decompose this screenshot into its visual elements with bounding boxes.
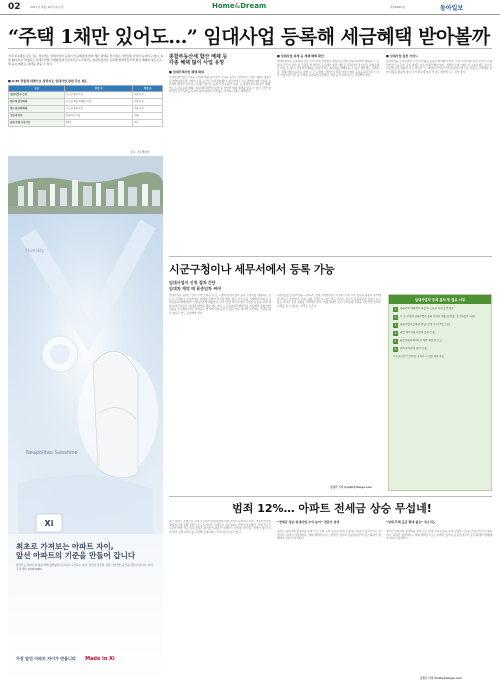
table-row xyxy=(9,120,163,127)
table-row xyxy=(9,113,163,120)
bottom-body-2: 정부는 임대사업 활성화를 통해 민간 임대 주택 공급을 늘려 전월세 시장을 안정시킨다는 방침이다. 하지만 일부에서는 세제 혜택만으로는 한계가 있다며 공공임대주택 공급 확대가 병행돼야 한다고 지적한다. xyxy=(277,530,381,541)
step-number: 1 xyxy=(394,307,397,311)
step-number: 4 xyxy=(394,331,397,335)
table-title: ■ 6·30 전월세 대책으로 달라지는 임대사업 관련 주요 제도 xyxy=(8,79,88,83)
procedure-step xyxy=(393,307,487,312)
xi-apartment-ad[interactable] xyxy=(8,214,163,684)
main-headline: “주택 1채만 있어도…” 임대사업 등록해 세금혜택 받아볼까 xyxy=(8,26,490,48)
bottom-body-1: 최근 아파트 전세금이 크게 오르면서 임대사업에 대한 관심이 높아지고 있다. 부동산정보업체에 따르면 올해 상반기 수도권 아파트 전세금은 평균 12% 가까이 상승했다. 전세 수요는 꾸준한 반면 신규 입주 물량은 줄어들어 당분간 전세난이 이어질 것이라는 전망이 많다. 이에 따라 소형 아파트를 구입해 임대하려는 투자자들이 늘고 있다. xyxy=(169,520,271,534)
paper-name: 동아일보 xyxy=(440,5,464,12)
table-cell: 수도권 3채 이상 xyxy=(64,92,133,99)
table-cell: 1채 이상 xyxy=(133,92,163,99)
page-number: 02 xyxy=(8,2,21,12)
col3-body: 임대사업자로 등록하면 보유 주택 수에 관계없이 종합부동산세 과세 대상에서 제외된다. 또 임대 기간이 끝난 뒤 주택을 팔 때 양도소득세가 일반 세율로 부과되며 장기보유 특별공제도 받을 수 있다. 전용면적 60㎡ 이하 주택은 취득세를 면제받을 수 있고 재산세도 감면된다. 임대사업자 등록은 관할 시·군·구청에 신청한 뒤 세무서에 사업자 등록을 하면 된다. 다만 임대 의무기간 중 주택을 처분하면 감면받은 세금을 추징당하므로 주의해야 한다. xyxy=(277,60,379,78)
step-number: 6 xyxy=(394,347,397,351)
col3-kicker: ■ 임대사업 과세 등 세제 혜택 확인 xyxy=(277,54,324,58)
ad-copy xyxy=(16,542,156,572)
procedure-box-title: 임대사업자 등록 절차 및 필요 서류 xyxy=(389,295,491,304)
table-source: 자료: 국토해양부 xyxy=(130,151,150,154)
bottom-sub1: “전세금 상승 임대사업 수익 늘어” 전문가 분석 xyxy=(277,520,340,524)
procedure-step xyxy=(393,315,487,320)
procedure-step xyxy=(393,331,487,336)
ad-illustration xyxy=(8,214,163,534)
ad-title-line1: 최초로 가져보는 아파트 자이, xyxy=(16,542,114,551)
col4-body: 임대사업을 시작하려면 우선 수익률을 꼼꼼히 따져봐야 한다. 주택 가격 대비 임대 수익이 은행 이자보다 높은지, 공실 위험은 없는지 확인해야 한다. 역세권 소형 아파트나 오피스텔은 수요가 꾸준해 공실 위험이 낮은 편이다. 또 세입자 관리와 주택 유지보수에 드는 비용도 고려해야 하며 대출을 활용할 경우 금리 변동에 따른 부담도 계산해 두는 것이 좋다. xyxy=(386,60,492,74)
bottom-body-3: 정부는 임대사업 활성화를 통해 민간 임대 주택 공급을 늘려 전월세 시장을 안정시킨다는 방침이다. 하지만 일부에서는 세제 혜택만으로는 한계가 있다며 공공임대주택 공급 확대가 병행돼야 한다고 지적한다. xyxy=(386,530,492,541)
table-cell: 10년 xyxy=(64,120,133,127)
col2-subhead-line1: 종합부동산세 합산 배제 등 xyxy=(169,54,228,60)
ad-title-line2: 앞선 아파트의 기준을 만들어 갑니다 xyxy=(16,551,136,560)
bottom-divider xyxy=(169,496,492,497)
bottom-headline: 범죄 12%… 아파트 전세금 상승 무섭네! xyxy=(232,502,432,515)
table-cell: 1채 이상 xyxy=(133,106,163,113)
city-skyline-image xyxy=(8,156,163,216)
table-cell: 임대 주택 보유기간 xyxy=(9,120,65,127)
step-number: 3 xyxy=(394,323,397,327)
section-title xyxy=(212,2,266,10)
table-cell: 수도권 3채, 149㎡ 이하 xyxy=(64,99,133,106)
table-cell: 종부세 합산배제 xyxy=(9,99,65,106)
col2-subhead xyxy=(169,54,269,66)
lead-paragraph: 거주 외 1채를 갖고 있는 경우에도 임대사업자 등록이 가능해짐에 따라 세금 혜택을 받으려는 사람들의 관심이 높아지고 있다. 6월 30일부터 개정되는 임대주택법 시행령에 따르면 1가구 1주택자도 임대사업자로 등록해 종합부동산세 합산 배제와 양도소득세 중과 배제 등 혜택을 받을 수 있다. xyxy=(8,54,163,66)
ad-footer xyxy=(16,656,161,662)
divider xyxy=(8,48,492,49)
mid-body-1: 임대사업자 등록은 먼저 주택 소재지 시·군·구청에 임대사업자 등록 신청서를 제출하는 것으로 시작된다. 신청서에는 임대할 주택의 주소와 면적, 취득 가격 등을 기재해야 하며 등기부등본과 매매계약서 사본을 함께 제출한다. 이후 관할 세무서에서 사업자 등록을 하면 절차가 마무리된다. 임대차 계약을 맺을 때는 반드시 표준임대차계약서를 사용해야 하며 계약 내용을 신고해야 한다. 임대료는 연 5% 이상 올릴 수 없고 의무 임대기간 안에는 주택을 팔 수 없다는 점도 유념해야 한다. xyxy=(169,294,271,315)
mid-kicker-2: 임대차 계약 때 표준임차 써야 xyxy=(169,286,221,291)
mid-kicker: 임대사업자 신청 절차 간단 xyxy=(169,280,216,285)
section-amp: & xyxy=(234,2,241,10)
section-name: Home xyxy=(212,2,235,10)
page-header xyxy=(0,0,500,15)
col4-kicker: ■ 임대사업 실전 가이드 xyxy=(386,54,419,58)
step-number: 2 xyxy=(394,315,397,319)
table-cell: 임대 5년 이상 xyxy=(64,113,133,120)
step-text: 표준임대차계약서로 계약 체결 및 신고 xyxy=(400,339,442,342)
table-cell: 1채 이상 xyxy=(133,99,163,106)
chair-label: Neapolitan Sunshine xyxy=(26,450,78,456)
step-number: 5 xyxy=(394,339,397,343)
table-row xyxy=(9,92,163,99)
table-header: 변경 전 xyxy=(64,86,133,92)
col2-subhead-line2: 각종 혜택 많이 사업 유망 xyxy=(169,60,225,66)
ad-body: 앞서가는 아파트의 삶을 위해 끊임없이 연구하고 고민하는 자이. 당신이 꿈꾸던 가장 이상적인 공간을 만들어 갑니다. 자이 고객 센터 1544-0000 xyxy=(16,564,153,571)
issue-number: 제36620호 xyxy=(390,5,406,9)
info-table xyxy=(8,85,163,127)
mid-headline: 시군구청이나 세무서에서 등록 가능 xyxy=(169,263,335,276)
procedure-step xyxy=(393,323,487,328)
table-cell: 5년 xyxy=(133,120,163,127)
step-text: 취득세·재산세 감면 신청 xyxy=(400,347,427,350)
bottom-sub2: “임대 주택 공급 확대 필요” 목소리도 xyxy=(386,520,436,524)
table-header: 구분 xyxy=(9,86,65,92)
bottom-reporter: 김현수 기자 kimhs@donga.com xyxy=(420,677,462,680)
mid-body-2: 전문가들은 임대사업을 시작하기 전에 지역별 임대 수요와 주택 가격 흐름을 충분히 분석해야 한다고 조언한다. 특히 소형 주택은 1, 2인 가구 증가로 수요가 꾸준하지만 공급이 늘고 있는 지역은 공실 위험을 고려해야 한다. 세제 혜택만 보고 무리하게 주택을 사들이면 오히려 손해를 볼 수 있다는 지적도 나온다. xyxy=(277,294,381,308)
procedure-step xyxy=(393,347,487,352)
step-text: 임대주택 매매계약 체결 후 소유권 이전 등기 완료 xyxy=(400,307,454,310)
ad-brand: Made in Xi xyxy=(85,656,115,662)
ad-bottom-line: 가장 앞선 아파트 자이가 만듭니다 xyxy=(16,656,76,661)
step-text: 임대사업자 등록증 발급 (신청 후 약 7일 소요) xyxy=(400,323,451,326)
issue-date: 2011년 6월 30일 목요일 xyxy=(30,5,64,9)
procedure-step xyxy=(393,339,487,344)
procedure-note: ※ 임대 의무기간(5년) 내 처분 시 감면 세액 추징 xyxy=(393,355,444,358)
table-cell: 양도세 중과배제 xyxy=(9,106,65,113)
section-name-2: Dream xyxy=(240,2,267,10)
mid-divider xyxy=(169,256,492,257)
xi-logo-text: Xi xyxy=(44,519,54,528)
humidity-label: Humidity xyxy=(26,248,45,253)
step-text: 시·군·구청에 임대사업자 등록 신청서 제출 (신분증, 등기부등본 지참) xyxy=(400,315,476,318)
table-header: 변경 후 xyxy=(133,86,163,92)
table-cell: 수도권 3채 이상 xyxy=(64,106,133,113)
col2-body: 주택임대사업은 주택을 구입해 세를 놓으면서 수익을 올리는 사업이다. 이번 시행령 개정으로 매입임대주택 사업자 등록 요건이 크게 완화됐다. 지금까지는 수도권에서 3채 이상을 보유해야 했지만 앞으로는 1채만 있어도 등록이 가능하다. 등록 시 종합부동산세 합산 배제, 양도소득세 중과 배제, 취득세와 재산세 감면 등 다양한 세제 혜택을 받을 수 있다. 다만 임대 의무기간 5년을 지켜야 하며 임대료 인상률도 연 5% 이내로 제한된다. xyxy=(169,76,271,94)
procedure-box xyxy=(388,294,492,491)
table-cell: 소득세 감면 xyxy=(9,113,65,120)
mid-reporter: 정혜진 기자 hyejin@donga.com xyxy=(330,486,372,489)
step-text: 관할 세무서에 사업자 등록 신청 xyxy=(400,331,435,334)
table-cell: 임대사업자 등록 xyxy=(9,92,65,99)
table-row xyxy=(9,99,163,106)
col2-kicker: ■ 임대주택사업 혜택 확대 xyxy=(169,70,204,74)
table-row xyxy=(9,106,163,113)
table-cell: 완화 xyxy=(133,113,163,120)
